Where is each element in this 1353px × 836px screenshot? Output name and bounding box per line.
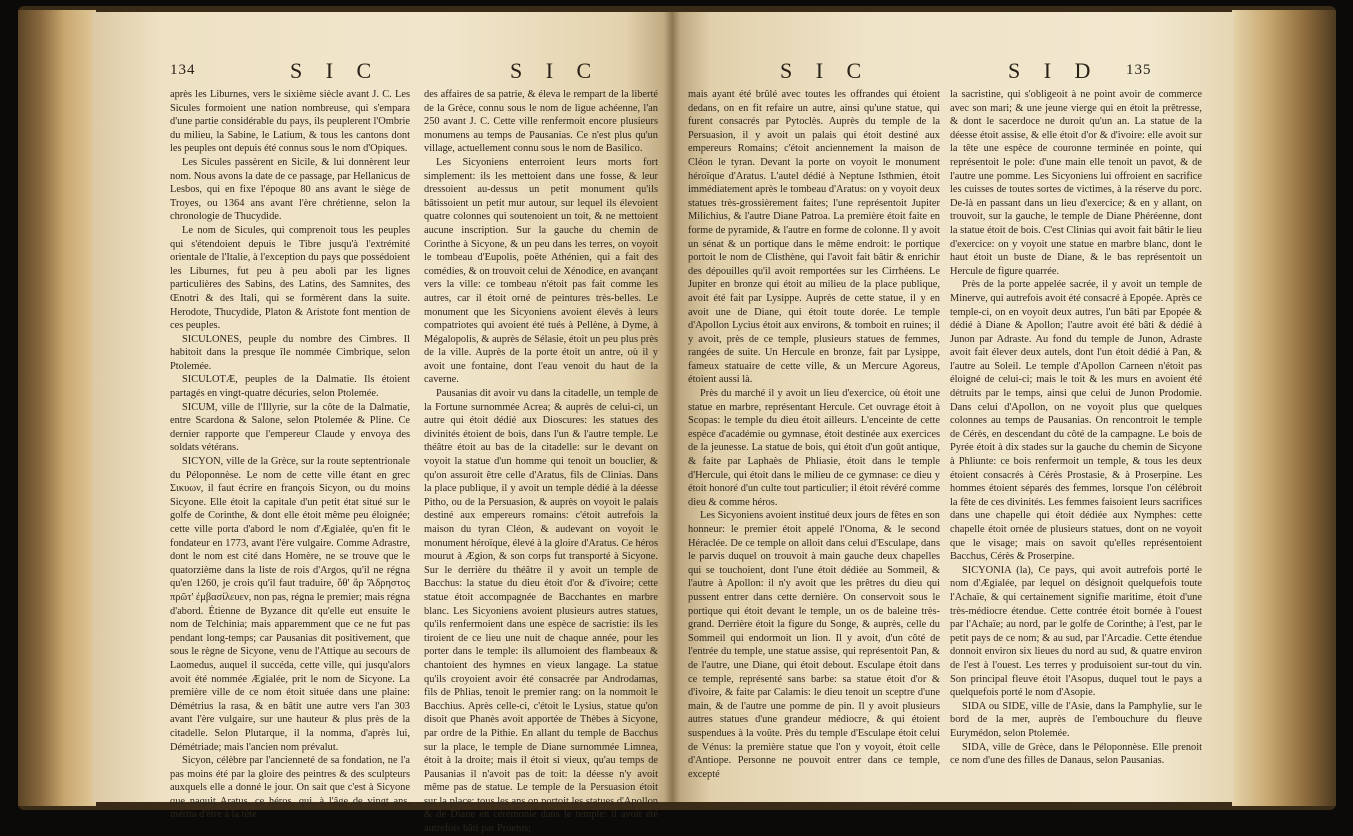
paragraph: Les Sicules passèrent en Sicile, & lui donnèrent leur nom. Nous avons la date de ce passage, par Hellanicus de Lesbos, qui en fixe l'époque 80 ans avant le siège de Troyes, ou 1364 ans avant l'ère chrétienne, selon la chronologie de Thucydide. [170, 156, 410, 223]
right-page-header [672, 58, 1232, 88]
paragraph: Sicyon, célèbre par l'ancienneté de sa fondation, ne l'a pas moins été par la gloire des peintres & des sculpteurs auxquels elle a donné le jour. On sait que c'est à Sicyone que naquit Aratus, ce héros, qui, à l'âge de vingt ans, mérita d'être à la tête [170, 755, 410, 821]
paragraph: la sacristine, qui s'obligeoit à ne point avoir de commerce avec son mari; & une jeune vierge qui en étoit la prêtresse, & dont le sacerdoce ne duroit qu'un an. La statue de la déesse étoit assise, & elle étoit d'or & d'ivoire: elle avoit sur la tête une espèce de couronne terminée en pointe, qui représentoit le pole: d'une main elle tenoit un pavot, & de l'autre une pomme. Les Sicyoniens lui offroient en sacrifice les cuisses de toutes sortes de victimes, à la réserve du porc. De-là en passant dans un lieu d'exercice; & en y allant, on trouvoit, sur la gauche, le temple de Diane Phéréenne, dont la statue étoit de bois. C'est Clinias qui avoit fait bâtir le lieu d'exercice: on y voyoit une statue en marbre blanc, dont le haut étoit un buste de Diane, & le bas représentoit un Hercule de figure quarrée. [950, 89, 1202, 277]
paragraph: Les Sicyoniens avoient institué deux jours de fêtes en son honneur: le premier étoit appelé l'Onoma, & le second Héraclée. De ce temple on alloit dans celui d'Esculape, dans le parvis duquel on trouvoit à main gauche deux chapelles qui se touchoient, dont l'une étoit dédiée au Sommeil, & l'autre à Apollon: il n'y avoit que les prêtres du dieu qui pussent entrer dans cette dernière. On conservoit sous le portique qui étoit devant le temple, un os de baleine très-grand. Derrière étoit la figure du Songe, & auprès, celle du Sommeil qui endormoit un lion. Il y avoit, d'un côté de l'entrée du temple, une statue assise, qui représentoit Pan, & de l'autre, une Diane, qui étoit debout. Esculape étoit dans ce temple, représenté sans barbe: sa statue étoit d'or & d'ivoire, & faite par Calamis: le dieu tenoit un sceptre d'une main, & de l'autre une pomme de pin. Il y avoit plusieurs autres statues d'une grandeur médiocre, & qui étoient suspendues à la voûte. Près du temple d'Esculape étoit celui de Vénus: la première statue que l'on y voyoit, étoit celle d'Antiope. Personne ne pouvoit entrer dans ce temple, excepté [688, 510, 940, 780]
page-number-left: 134 [170, 62, 196, 78]
paragraph: Près de la porte appelée sacrée, il y avoit un temple de Minerve, qui autrefois avoit été consacré à Epopée. Après ce temple-ci, on en voyoit deux autres, l'un bâti par Epopée & dédié à Diane & Apollon; l'autre avoit été bâti & dédié à Junon par Adraste. Au fond du temple de Junon, Adraste avoit fait élever deux autels, dont l'un étoit dédié à Pan, & l'autre au Soleil. Le temple d'Apollon Carneen n'étoit pas éloigné de celui-ci; mais le toit & les murs en avoient été détruits par le temps, ainsi que celui de Junon Prodomie. Dans celui d'Apollon, on ne voyoit plus que quelques colonnes au temps de Pausanias. On rencontroit le temple de Cérès, en descendant du côté de la campagne. Le bois de Pyrée étoit à dix stades sur la gauche du chemin de Sicyone à Phliunte: ce bois renfermoit un temple, & tous les deux étoient consacrés à Cérès Prostasie, & à Proserpine. Les hommes étoient séparés des femmes, lorsque l'on célébroit la fête de ces divinités. Les femmes faisoient leurs sacrifices dans une chapelle qui étoit dédiée aux Nymphes: cette chapelle étoit ornée de plusieurs statues, dont on ne voyoit que le visage; mais on savoit qu'elles représentoient Bacchus, Cérès & Proserpine. [950, 279, 1202, 563]
paragraph: après les Liburnes, vers le sixième siècle avant J. C. Les Sicules formoient une nation nombreuse, qui s'empara d'une partie considérable du pays, ils peuplerent l'Ombrie du milieu, la Sabine, le Latium, & tous les cantons dont les peuples ont depuis été connus sous le nom d'Opiques. [170, 89, 410, 155]
running-head-left-col2: S I C [510, 58, 601, 83]
page-number-right: 135 [1126, 62, 1152, 78]
paragraph: Le nom de Sicules, qui comprenoit tous les peuples qui s'étendoient depuis le Tibre jusqu'à l'extrémité orientale de l'Italie, à l'exception du pays que possédoient les Liburnes, fut peu à peu aboli par les lignes particulières des Sabins, des Latins, des Samnites, des Œnotri & des Itali, qui se formèrent dans la suite. Herodote, Thucydide, Platon & Aristote font mention de ces peuples. [170, 224, 410, 332]
paragraph: SICYON, ville de la Grèce, sur la route septentrionale du Péloponnèse. Le nom de cette ville étant en grec Σικυων, il faut écrire en françois Sicyon, ou du moins Sicyone. Elle étoit la capitale d'un petit état situé sur le golfe de Corinthe, & dont elle étoit même peu éloignée; cette ville porta d'abord le nom d'Ægialée, qu'en fit le fondateur en 1773, avant l'ère vulgaire. Comme Adrastre, dont le nom est cité dans Homère, ne se trouve que le quatorzième dans la liste de rois d'Argos, qu'il ne régna qu'en 1260, je crois qu'il faut traduire, ὅθ' ἄρ Ἄδρηστος πρῶτ' ἐμβασίλευεν, non pas, régna le premier; mais régna d'abord. Étienne de Byzance dit qu'elle eut ensuite le nom de Telchinia; mais apparemment que ce ne fut pas pendant long-temps; car Pausanias dit positivement, que sous le règne de Sicyone, venu de l'Attique au secours de Laomedus, auquel il succéda, cette ville, qui jusqu'alors avoit été nommée Ægialée, prit le nom de Sicyone. La première ville de ce nom étoit située dans une plaine: Démétrius la rasa, & en bâtit une autre vers l'an 303 avant l'ère vulgaire, sur une hauteur & plus près de la citadelle. Selon Plutarque, il la nomma, d'après lui, Démétriade; mais l'ancien nom prévalut. [170, 456, 410, 753]
paragraph: mais ayant été brûlé avec toutes les offrandes qui étoient dedans, on en fit refaire un autre, ainsi qu'une statue, qui furent consacrés par Pytoclès. Auprès du temple de la Persuasion, il y avoit un palais qui étoit destiné aux empereurs Romains; c'étoit anciennement la maison de Cléon le tyran. Devant la porte on voyoit le monument héroïque d'Aratus. L'autel dédié à Neptune Isthmien, étoit immédiatement après le tombeau d'Aratus: on y voyoit deux statues très-grossièrement faites; l'une représentoit Jupiter Milichius, & l'autre Diane Patroa. La première étoit faite en forme de pyramide, & l'autre en forme de colonne. Il y avoit un sénat & un portique dans le même endroit: le portique portoit le nom de Clisthène, qui l'avoit fait bâtir & enrichir des dépouilles qu'il avoit remportées sur les Cirrhéens. Le Jupiter en bronze qui étoit au milieu de la place publique, avoit été fait par Lysippe. Auprès de cette statue, il y en avoit une de Diane, qui étoit toute dorée. Le temple d'Apollon Lycius étoit aux environs, & tomboit en ruines; il y avoit, près de ce temple, plusieurs statues de femmes, rangées de suite. Un Hercule en bronze, fait par Lysippe, fameux statuaire de cette ville, & un Mercure Agoreus, étoient aussi là. [688, 89, 940, 386]
running-head-right-col1: S I C [780, 58, 871, 83]
paragraph: SICULONES, peuple du nombre des Cimbres. Il habitoit dans la presque île nommée Cimbrique, selon Ptolemée. [170, 333, 410, 372]
right-page-edges [1232, 10, 1336, 806]
left-page-column-1 [170, 88, 410, 821]
right-page-column-1 [688, 88, 940, 793]
left-page-edges [18, 10, 96, 806]
paragraph: SIDA, ville de Grèce, dans le Péloponnèse. Elle prenoit ce nom d'une des filles de Danaus, selon Pausanias. [950, 741, 1202, 767]
left-page-column-2 [424, 88, 658, 835]
paragraph: SICYONIA (la), Ce pays, qui avoit autrefois porté le nom d'Ægialée, par lequel on désignoit quelquefois toute l'Achaïe, & qui certainement signifie maritime, étoit d'une très-médiocre étendue. Cette contrée étoit bornée à l'ouest par l'Achaïe; au nord, par le golfe de Corinthe; à l'est, par le petit pays de ce nom; & au sud, par l'Arcadie. Cette étendue donnoit environ six lieues du nord au sud, & quatre environ de l'est à l'ouest. Les terres y produisoient sur-tout du vin. Son principal fleuve étoit l'Asopus, duquel tout le pays a quelquefois porté le nom d'Asopie. [950, 564, 1202, 699]
paragraph: Pausanias dit avoir vu dans la citadelle, un temple de la Fortune surnommée Acrea; & auprès de celui-ci, un autre qui étoit dédié aux Dioscures: les statues des divinités étoient de bois, dans l'un & l'autre temple. Le théâtre étoit au bas de la citadelle: sur le devant on voyoit la statue d'un homme qui tenoit un bouclier, & qu'on assuroit être celle d'Aratus, fils de Clinias. Dans la place publique, il y avoit un temple dédié à la déesse Pitho, ou de la Persuasion, & auprès on voyoit le palais destiné aux empereurs romains: c'étoit autrefois la maison du tyran Cléon, & audevant on voyoit le monument héroïque, élevé à la gloire d'Aratus. Ce héros mourut à Ægion, & son corps fut transporté à Sicyone. Sur le derrière du théâtre il y avoit un temple de Bacchus: la statue du dieu étoit d'or & d'ivoire; cette statue étoit accompagnée de Bacchantes en marbre blanc. Les Sicyoniens avoient plusieurs autres statues, qu'ils renfermoient dans une espèce de sacristie: ils les tiroient de ce lieu une nuit de chaque année, pour les porter dans le temple: ils allumoient des flambeaux & chantoient des hymnes en vieux langage. La statue qu'ils croyoient avoir été consacrée par Androdamas, fils de Phlias, tenoit le premier rang: on la nommoit le Bacchius. Après celle-ci, c'étoit le Lysius, statue qu'on disoit que Phanès avoit apportée de Thèbes à Sicyone, par ordre de la Pithie. En allant du temple de Bacchus sur la place, le temple de Diane surnommée Limnea, étoit à la droite; mais il étoit si vieux, qu'au temps de Pausanias il n'avoit pas de toit: la déesse n'y avoit même pas de statue. Le temple de la Persuasion étoit sur la place: tous les ans on portoit les statues d'Apollon & de Diane en cérémonie dans le temple: il avoit été autrefois bâti par Proetus; [424, 388, 658, 835]
paragraph: Près du marché il y avoit un lieu d'exercice, où étoit une statue en marbre, représentant Hercule. Cet ouvrage étoit à Scopas: le temple du dieu étoit ailleurs. L'enceinte de cette espèce d'académie ou gymnase, étoit destinée aux exercices de la jeunesse. La statue de bois, qui étoit d'un goût antique, & faite par Laphaès de Phliasie, étoit dans le temple d'Hercule, qui étoit dans le milieu de ce gymnase: ce dieu y étoit honoré d'un culte tout particulier; il étoit révéré comme dieu & comme héros. [688, 388, 940, 508]
paragraph: SICUM, ville de l'Illyrie, sur la côte de la Dalmatie, entre Scardona & Salone, selon Ptolemée & Pline. Ce dernier rapporte que l'empereur Claude y envoya des soldats vétérans. [170, 401, 410, 454]
paragraph: SIDA ou SIDE, ville de l'Asie, dans la Pamphylie, sur le bord de la mer, auprès de l'embouchure du fleuve Eurymédon, selon Ptolemée. [950, 700, 1202, 739]
running-head-left-col1: S I C [290, 58, 381, 83]
right-page-column-2 [950, 88, 1202, 793]
book-gutter [664, 12, 680, 802]
paragraph: SICULOTÆ, peuples de la Dalmatie. Ils étoient partagés en vingt-quatre décuries, selon Ptolemée. [170, 374, 410, 400]
left-page-header [0, 58, 680, 88]
paragraph: des affaires de sa patrie, & éleva le rempart de la liberté de la Grèce, connu sous le nom de ligue achéenne, l'an 250 avant J. C. Cette ville renfermoit encore plusieurs monumens au temps de Pausanias. Ce n'est plus qu'un village, actuellement connu sous le nom de Basilico. [424, 89, 658, 155]
running-head-right-col2: S I D [1008, 58, 1100, 83]
paragraph: Les Sicyoniens enterroient leurs morts fort simplement: ils les mettoient dans une fosse, & leur dressoient au-dessus un petit monument qu'ils bâtissoient un petit mur autour, sur lequel ils élevoient quatre colonnes qui soutenoient un toit, & ne mettoient aucune inscription. Sur la gauche du chemin de Corinthe à Sicyone, & un peu dans les terres, on voyoit le tombeau d'Eupolis, poëte Athénien, qui a fait des comédies, & on trouvoit celui de Xénodice, en avançant vers la ville: ce tombeau n'étoit pas fait comme les autres, car il étoit orné de peintures très-belles. Le monument que les Sicyoniens avoient élevés à leurs compatriotes qui avoient été tués à Pellène, à Dyme, à Mégalopolis, & auprès de Sélasie, étoit un peu plus près de la ville. Auprès de la porte étoit un antre, où il y avoit une fontaine, dont l'eau venoit du haut de la caverne. [424, 156, 658, 386]
